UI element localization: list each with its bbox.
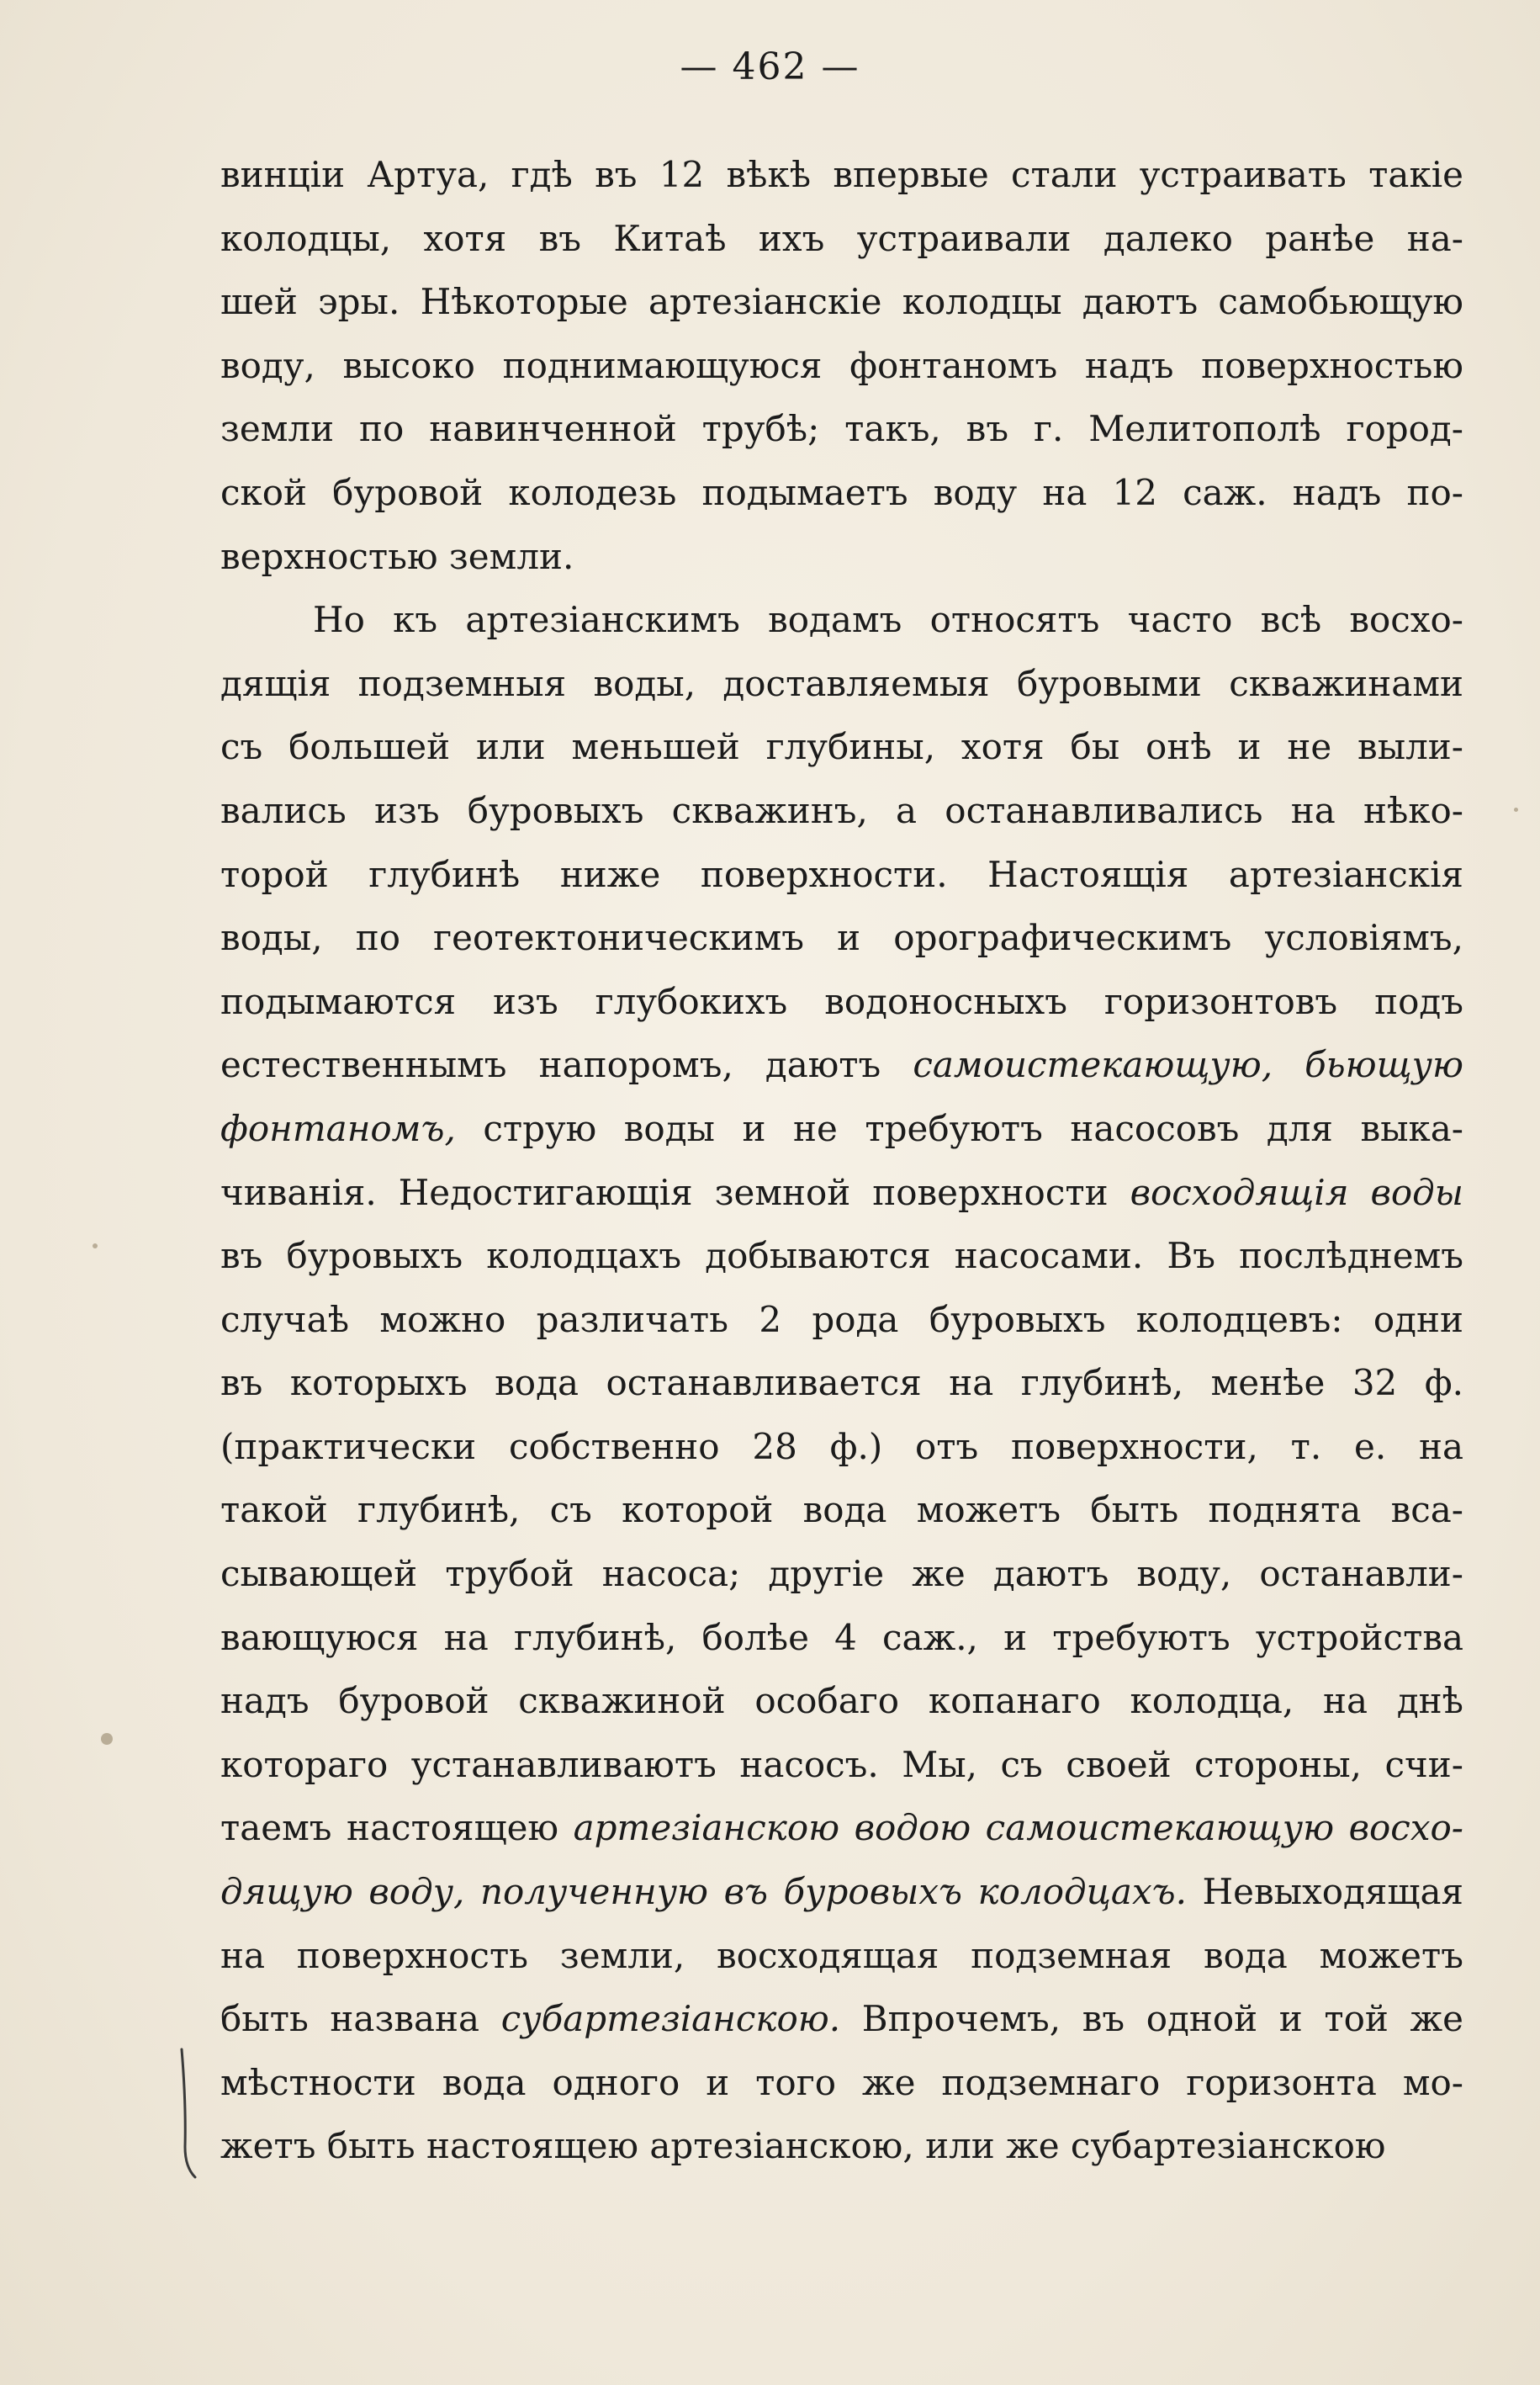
italic-term: восходящія воды bbox=[1130, 1171, 1463, 1213]
text-line: земли по навинченной трубѣ; такъ, въ г. Мелитополѣ город- bbox=[220, 408, 1463, 450]
text-line: Но къ артезіанскимъ водамъ относятъ часто всѣ восхо- bbox=[313, 599, 1463, 641]
text-line bbox=[220, 1097, 1463, 1161]
text-line: сывающей трубой насоса; другіе же даютъ воду, останавли- bbox=[220, 1553, 1463, 1595]
text-line: воды, по геотектоническимъ и орографическимъ условіямъ, bbox=[220, 917, 1463, 959]
body-text bbox=[220, 143, 1463, 2178]
text-line: съ большей или меньшей глубины, хотя бы онѣ и не выли- bbox=[220, 726, 1463, 768]
text-line: вались изъ буровыхъ скважинъ, а останавливались на нѣко- bbox=[220, 789, 1463, 831]
text-line: такой глубинѣ, съ которой вода можетъ быть поднята вса- bbox=[220, 1489, 1463, 1531]
text-line: дящія подземныя воды, доставляемыя буровыми скважинами bbox=[220, 662, 1463, 704]
text-line: надъ буровой скважиной особаго копанаго колодца, на днѣ bbox=[220, 1680, 1463, 1722]
italic-term: бьющую bbox=[1305, 1044, 1463, 1086]
text-line: въ которыхъ вода останавливается на глубинѣ, менѣе 32 ф. bbox=[220, 1362, 1463, 1404]
text-line: винціи Артуа, гдѣ въ 12 вѣкѣ впервые стали устраивать такіе bbox=[220, 154, 1463, 195]
text-run: быть названа bbox=[220, 1998, 480, 2040]
margin-pencil-mark bbox=[177, 2046, 202, 2181]
italic-term: самоистекающую, bbox=[913, 1044, 1273, 1086]
text-line: на поверхность земли, восходящая подземная вода можетъ bbox=[220, 1934, 1463, 1976]
text-run: Впрочемъ, въ одной и той же bbox=[861, 1998, 1463, 2040]
text-line bbox=[220, 1033, 1463, 1097]
italic-term: фонтаномъ, bbox=[220, 1107, 456, 1149]
text-line: подымаются изъ глубокихъ водоносныхъ горизонтовъ подъ bbox=[220, 980, 1463, 1022]
italic-term: дящую воду, полученную въ буровыхъ колодцахъ. bbox=[220, 1871, 1187, 1913]
text-line: торой глубинѣ ниже поверхности. Настоящія артезіанскія bbox=[220, 853, 1463, 895]
text-line: котораго устанавливаютъ насосъ. Мы, съ своей стороны, счи- bbox=[220, 1743, 1463, 1785]
paper-speck bbox=[101, 1733, 113, 1745]
paper-speck bbox=[93, 1243, 98, 1248]
text-line: (практически собственно 28 ф.) отъ поверхности, т. е. на bbox=[220, 1425, 1463, 1467]
text-run: Невыходящая bbox=[1202, 1871, 1463, 1913]
text-line: мѣстности вода одного и того же подземнаго горизонта мо- bbox=[220, 2061, 1463, 2103]
page-number: — 462 — bbox=[680, 45, 860, 88]
text-run: таемъ настоящею bbox=[220, 1807, 559, 1849]
text-line: жетъ быть настоящею артезіанскою, или же субартезіанскою bbox=[220, 2125, 1386, 2167]
text-line: верхностью земли. bbox=[220, 535, 574, 577]
italic-term: артезіанскою водою самоистекающую восхо- bbox=[573, 1807, 1463, 1849]
text-run: струю воды и не требуютъ насосовъ для выка- bbox=[483, 1107, 1463, 1149]
text-line: случаѣ можно различать 2 рода буровыхъ колодцевъ: одни bbox=[220, 1298, 1463, 1340]
text-line: ской буровой колодезь подымаетъ воду на 12 саж. надъ по- bbox=[220, 471, 1463, 513]
text-line: вающуюся на глубинѣ, болѣе 4 саж., и требуютъ устройства bbox=[220, 1616, 1463, 1658]
text-line: шей эры. Нѣкоторые артезіанскіе колодцы даютъ самобьющую bbox=[220, 281, 1463, 323]
italic-term: субартезіанскою. bbox=[500, 1998, 841, 2040]
text-line bbox=[220, 1987, 1463, 2051]
text-line: колодцы, хотя въ Китаѣ ихъ устраивали далеко ранѣе на- bbox=[220, 217, 1463, 259]
text-line bbox=[220, 1860, 1463, 1924]
text-line bbox=[220, 1796, 1463, 1860]
text-line: въ буровыхъ колодцахъ добываются насосами. Въ послѣднемъ bbox=[220, 1235, 1463, 1277]
text-line: воду, высоко поднимающуюся фонтаномъ надъ поверхностью bbox=[220, 344, 1463, 386]
paper-speck bbox=[1514, 808, 1518, 812]
text-run: чиванія. Недостигающія земной поверхности bbox=[220, 1171, 1109, 1213]
text-line bbox=[220, 1161, 1463, 1225]
text-run: естественнымъ напоромъ, даютъ bbox=[220, 1044, 881, 1086]
